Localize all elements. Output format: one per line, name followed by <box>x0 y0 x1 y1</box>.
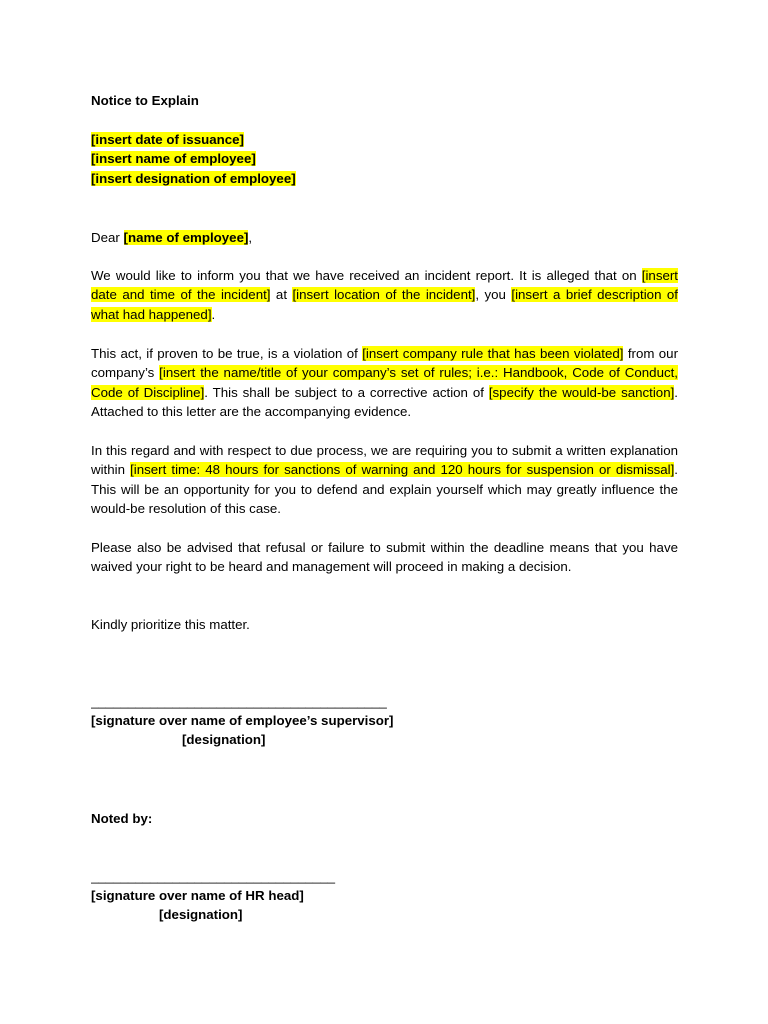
closing-line: Kindly prioritize this matter. <box>91 617 250 632</box>
sanction-field: [specify the would-be sanction] <box>488 384 675 400</box>
incident-datetime-field: [insert date and time of the incident] <box>91 268 678 303</box>
supervisor-designation: [designation] <box>182 732 266 748</box>
incident-description-field: [insert a brief description of what had happened] <box>91 287 678 322</box>
header-fields <box>91 130 678 188</box>
hr-signature-name: [signature over name of HR head] <box>91 888 304 903</box>
supervisor-signature-line: ________________________________________ <box>91 694 387 709</box>
rules-set-field: [insert the name/title of your company’s set of rules; i.e.: Handbook, Code of Conduct, Code of Discipline] <box>91 365 679 400</box>
paragraph-incident: We would like to inform you that we have received an incident report. It is alleged that on [insert date and time of the incident] at [insert location of the incident], you [insert a brief description of what had happened]. <box>91 268 678 322</box>
employee-designation-field: [insert designation of employee] <box>91 170 296 186</box>
hr-signature-block <box>91 867 678 925</box>
salutation: Dear [name of employee], <box>91 230 253 245</box>
salutation-name: [name of employee] <box>123 230 249 245</box>
incident-location-field: [insert location of the incident] <box>292 287 476 303</box>
employee-name-field: [insert name of employee] <box>91 151 256 167</box>
hr-designation: [designation] <box>159 907 243 923</box>
noted-by-label: Noted by: <box>91 811 153 826</box>
document-title: Notice to Explain <box>91 93 199 108</box>
response-time-field: [insert time: 48 hours for sanctions of warning and 120 hours for suspension or dismissal] <box>130 462 675 478</box>
violated-rule-field: [insert company rule that has been violated] <box>362 346 624 361</box>
supervisor-signature-block <box>91 692 678 750</box>
date-of-issuance-field: [insert date of issuance] <box>91 132 244 147</box>
supervisor-signature-name: [signature over name of employee’s supervisor] <box>91 713 394 728</box>
paragraph-deadline-advice: Please also be advised that refusal or failure to submit within the deadline means that you have waived your right to be heard and management will proceed in making a decision. <box>91 540 678 575</box>
paragraph-violation: This act, if proven to be true, is a violation of [insert company rule that has been violated] from our company’s [insert the name/title of your company’s set of rules; i.e.: Handbook, Code of Conduct, Code of Discipline]. This shall be subject to a corrective action of [specify the would-be sanction]. Attached to this letter are the accompanying evidence. <box>91 346 679 420</box>
paragraph-due-process: In this regard and with respect to due process, we are requiring you to submit a written explanation within [insert time: 48 hours for sanctions of warning and 120 hours for suspension or dismissal]. This will be an opportunity for you to defend and explain yourself which may greatly influence the would-be resolution of this case. <box>91 443 678 517</box>
hr-signature-line: _________________________________ <box>91 869 336 884</box>
